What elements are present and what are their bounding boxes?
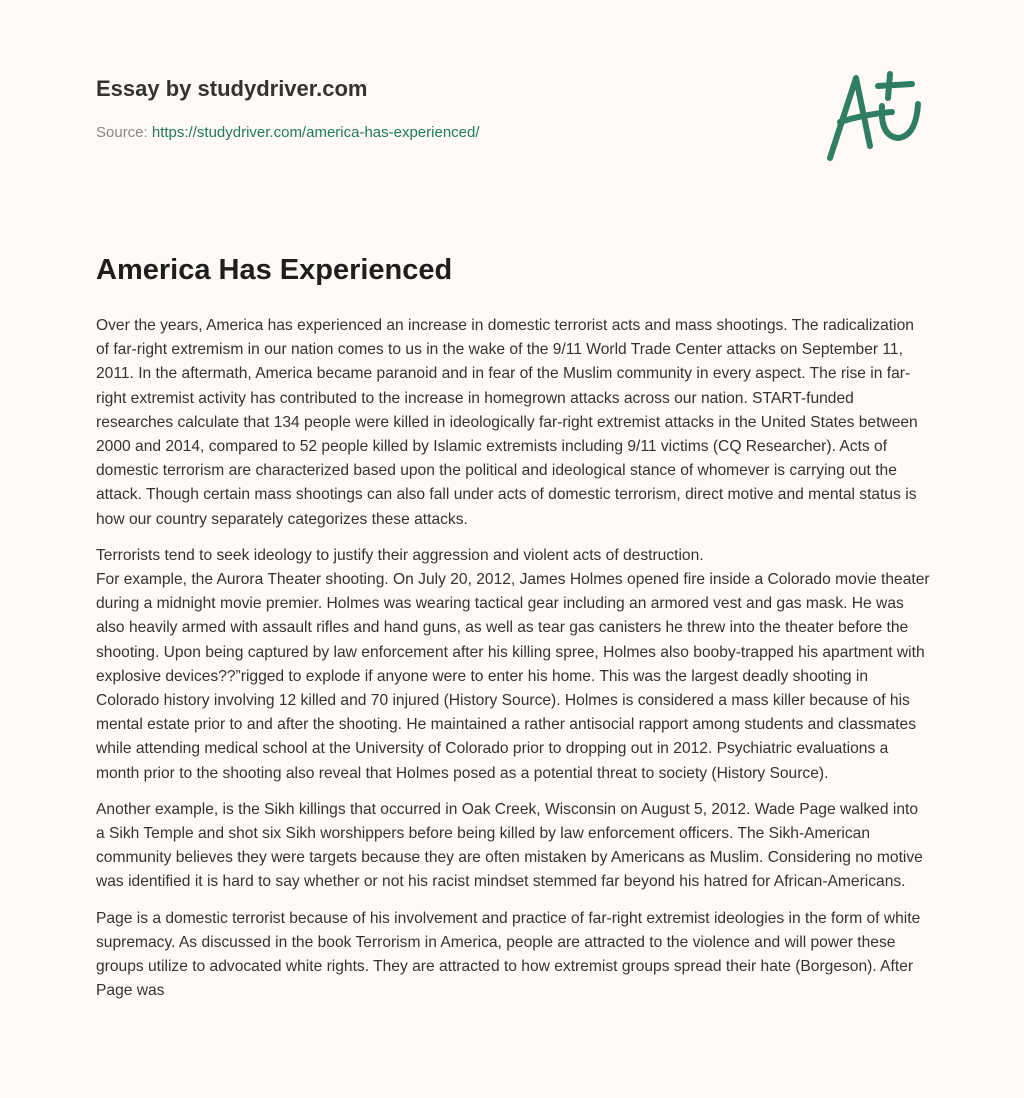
- paragraph: Another example, is the Sikh killings that occurred in Oak Creek, Wisconsin on August 5, 2012. Wade Page walked into a Sikh Temple and shot six Sikh worshippers before being killed by law enforcement officers. The Sikh-American community believes they were targets because they are often mistaken by Americans as Muslim. Considering no motive was identified it is hard to say whether or not his racist mindset stemmed far beyond his hatred for African-Americans.: [96, 800, 923, 891]
- source-link[interactable]: https://studydriver.com/america-has-experienced/: [151, 124, 480, 141]
- a-plus-logo-icon: [820, 66, 930, 166]
- source-label: Source:: [96, 124, 152, 141]
- paragraph: For example, the Aurora Theater shooting. On July 20, 2012, James Holmes opened fire inside a Colorado movie theater during a midnight movie premier. Holmes was wearing tactical gear including an armored vest and gas mask. He was also heavily armed with assault rifles and hand guns, as well as tear gas canisters he threw into the theater before the shooting. Upon being captured by law enforcement after his killing spree, Holmes also booby-trapped his apartment with explosive devices??”rigged to explode if anyone were to enter his home. This was the largest deadly shooting in Colorado history involving 12 killed and 70 injured (History Source). Holmes is considered a mass killer because of his mental estate prior to and after the shooting. He maintained a rather antisocial rapport among students and classmates while attending medical school at the University of Colorado prior to dropping out in 2012. Psychiatric evaluations a month prior to the shooting also reveal that Holmes posed as a potential threat to society (History Source).: [96, 571, 930, 782]
- paragraph: Over the years, America has experienced an increase in domestic terrorist acts and mass shootings. The radicalization of far-right extremism in our nation comes to us in the wake of the 9/11 World Trade Center attacks on September 11, 2011. In the aftermath, America became paranoid and in fear of the Muslim community in every aspect. The rise in far-right extremist activity has contributed to the increase in homegrown attacks across our nation. START-funded researches calculate that 134 people were killed in ideologically far-right extremist attacks in the United States between 2000 and 2014, compared to 52 people killed by Islamic extremists including 9/11 victims (CQ Researcher). Acts of domestic terrorism are characterized based upon the political and ideological stance of whomever is carrying out the attack. Though certain mass shootings can also fall under acts of domestic terrorism, direct motive and mental status is how our country separately categorizes these attacks.: [96, 317, 918, 528]
- paragraph: Page is a domestic terrorist because of his involvement and practice of far-right extremist ideologies in the form of white supremacy. As discussed in the book Terrorism in America, people are attracted to the violence and will power these groups utilize to advocated white rights. They are attracted to how extremist groups spread their hate (Borgeson). After Page was: [96, 909, 921, 1000]
- page-title: America Has Experienced: [96, 254, 453, 286]
- article-body: [96, 314, 930, 1015]
- paragraph: Terrorists tend to seek ideology to justify their aggression and violent acts of destruction.: [96, 546, 704, 564]
- source-line: [96, 124, 480, 141]
- site-brand: Essay by studydriver.com: [96, 76, 368, 101]
